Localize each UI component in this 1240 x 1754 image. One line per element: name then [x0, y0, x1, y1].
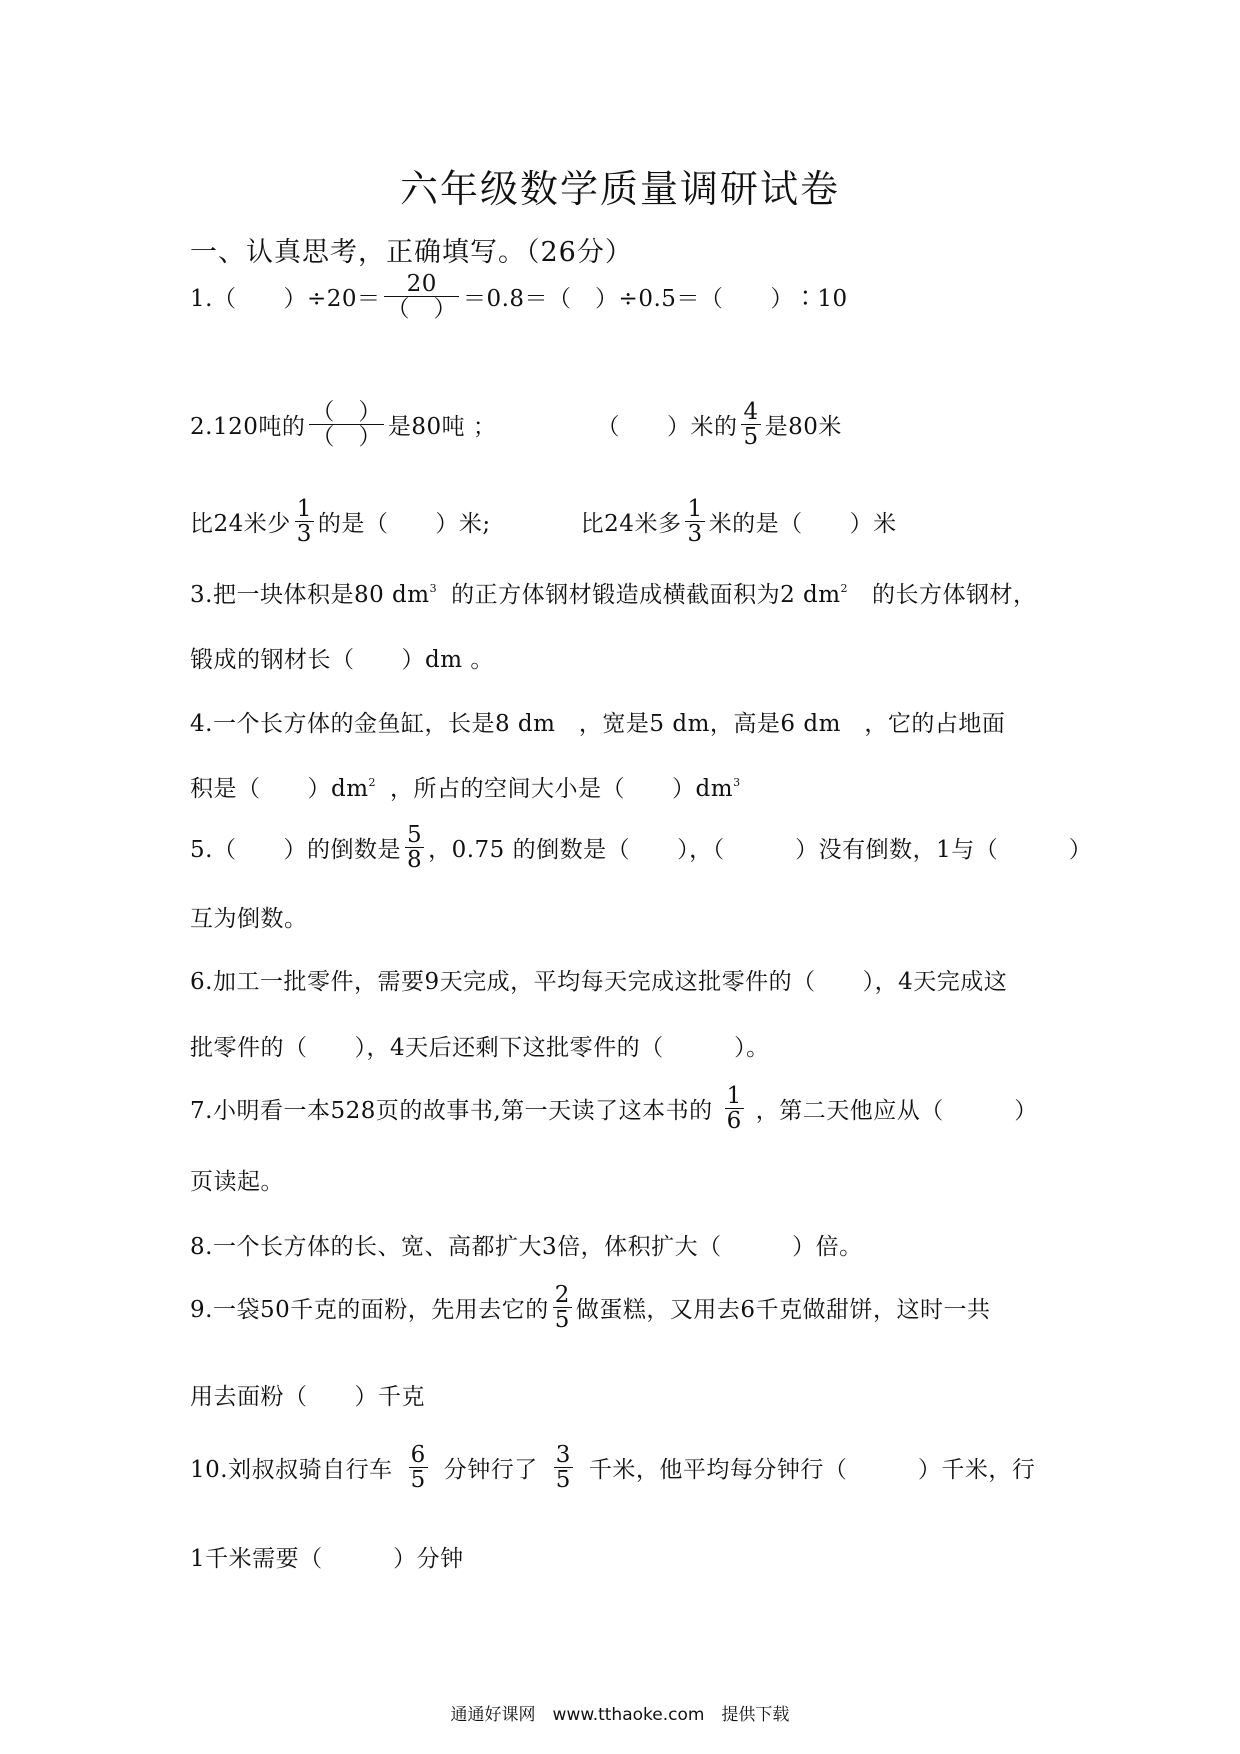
question-text: ，0.75 的倒数是（ ），（ ）没有倒数，1与（ ） [428, 837, 1093, 864]
fraction-denominator: 3 [687, 521, 703, 548]
question-3-line-2: 锻成的钢材长（ ）dm 。 [190, 647, 494, 673]
question-text: 10.刘叔叔骑自行车 [190, 1457, 393, 1484]
fraction-denominator: 6 [726, 1108, 742, 1135]
question-text: 是80吨 ； [387, 414, 497, 441]
question-text: 5.（ ）的倒数是 [190, 837, 401, 864]
fraction-numerator: 6 [410, 1442, 426, 1468]
fraction-numerator: 5 [406, 822, 423, 848]
question-text: 9.一袋50千克的面粉，先用去它的 [190, 1297, 549, 1324]
question-text: 米的是（ ）米 [708, 511, 897, 538]
question-text: 比24米少 [190, 511, 291, 538]
fraction-numerator: 20 [406, 271, 437, 297]
question-10-line-2: 1千米需要（ ）分钟 [190, 1546, 464, 1572]
question-text: ，所占的空间大小是（ ）dm [390, 776, 734, 802]
fraction [309, 400, 384, 449]
question-text: 积是（ ）dm [190, 776, 369, 802]
fraction-denominator: 5 [743, 424, 759, 451]
question-text: 的正方体钢材锻造成横截面积为2 dm [451, 582, 841, 608]
fraction-denominator: （ ） [386, 296, 457, 323]
question-5-line-2: 互为倒数。 [190, 906, 308, 932]
question-text: 的长方体钢材， [872, 582, 1037, 608]
question-text: 的是（ ）米; [317, 511, 491, 538]
fraction-numerator: 3 [555, 1442, 571, 1468]
fraction-denominator: 8 [406, 847, 423, 874]
fraction-denominator: （ ） [311, 424, 382, 451]
question-6: 6.加工一批零件，需要9天完成，平均每天完成这批零件的（ ），4天完成这 [190, 969, 1008, 995]
question-10 [190, 1443, 1035, 1492]
question-text: 1.（ ）÷20＝ [190, 286, 381, 313]
question-4: 4.一个长方体的金鱼缸，长是8 dm ，宽是5 dm，高是6 dm ，它的占地面 [190, 711, 1006, 737]
fraction-denominator: 5 [410, 1467, 426, 1494]
question-6-line-2: 批零件的（ ），4天后还剩下这批零件的（ ）。 [190, 1035, 770, 1061]
superscript: 3 [733, 776, 741, 789]
fraction [405, 823, 424, 872]
fraction [384, 272, 459, 321]
footer-credit: 通通好课网 www.tthaoke.com 提供下载 [450, 1705, 790, 1725]
question-text: 分钟行了 [443, 1457, 538, 1484]
question-text: 3.把一块体积是80 dm [190, 582, 430, 608]
question-text: 2.120吨的 [190, 414, 306, 441]
page-title: 六年级数学质量调研试卷 [399, 167, 840, 211]
question-9-line-2: 用去面粉（ ）千克 [190, 1384, 425, 1410]
question-text: 比24米多 [580, 511, 682, 538]
fraction-denominator: 5 [554, 1307, 570, 1334]
fraction [741, 400, 760, 449]
question-1 [190, 272, 848, 321]
question-7-line-2: 页读起。 [190, 1169, 284, 1195]
fraction-numerator: （ ） [311, 399, 382, 425]
question-text: 是80米 [764, 414, 842, 441]
question-8: 8.一个长方体的长、宽、高都扩大3倍，体积扩大（ ）倍。 [190, 1234, 863, 1260]
section-heading: 一、认真思考，正确填写。（26分） [190, 237, 633, 268]
superscript: 2 [840, 582, 849, 595]
question-text: ＝0.8＝（ ）÷0.5＝（ ）∶10 [462, 286, 848, 313]
question-5 [190, 823, 1092, 872]
fraction-numerator: 1 [687, 496, 703, 522]
fraction [725, 1084, 744, 1133]
fraction [409, 1443, 428, 1492]
question-2 [190, 400, 842, 449]
superscript: 3 [429, 582, 438, 595]
fraction-numerator: 2 [554, 1282, 570, 1308]
question-text: 做蛋糕，又用去6千克做甜饼，这时一共 [575, 1297, 991, 1324]
fraction [553, 1283, 572, 1332]
fraction [685, 497, 704, 546]
question-text: 千米，他平均每分钟行（ ）千米，行 [588, 1457, 1036, 1484]
question-9 [190, 1283, 991, 1332]
question-text: 7.小明看一本528页的故事书,第一天读了这本书的 [190, 1098, 713, 1125]
question-3 [190, 576, 1037, 609]
question-text: ，第二天他应从（ ） [755, 1098, 1038, 1125]
question-2-part-2 [190, 497, 897, 546]
fraction-numerator: 1 [296, 496, 312, 522]
fraction-numerator: 4 [743, 399, 759, 425]
fraction-denominator: 5 [555, 1467, 571, 1494]
fraction-denominator: 3 [296, 521, 312, 548]
superscript: 2 [368, 776, 377, 789]
fraction [554, 1443, 573, 1492]
question-7 [190, 1084, 1038, 1133]
fraction [295, 497, 314, 546]
question-text: （ ）米的 [596, 414, 738, 441]
fraction-numerator: 1 [726, 1083, 742, 1109]
question-4-line-2 [190, 770, 741, 803]
